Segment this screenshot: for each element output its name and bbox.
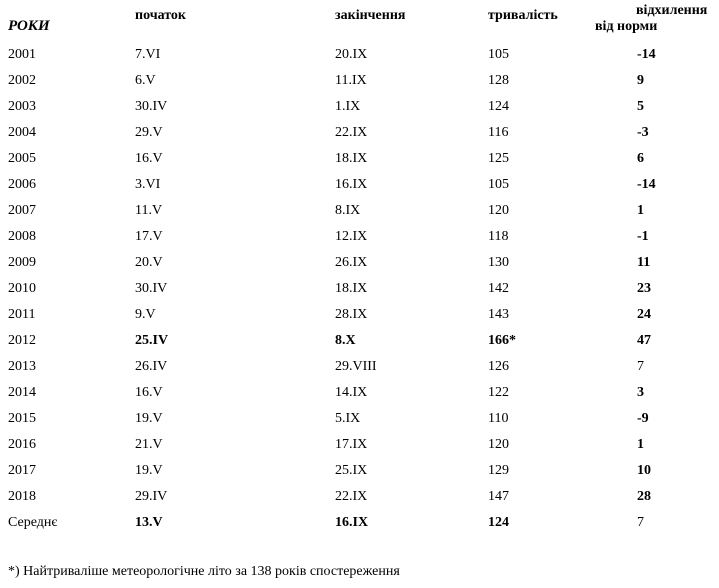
start-cell: 19.V	[135, 463, 163, 478]
end-cell: 1.IX	[335, 99, 361, 114]
deviation-cell: 11	[637, 255, 651, 270]
duration-cell: 122	[488, 385, 509, 400]
start-cell: 20.V	[135, 255, 163, 270]
duration-cell: 120	[488, 437, 509, 452]
deviation-cell: -3	[637, 125, 649, 140]
duration-cell: 130	[488, 255, 509, 270]
table-row	[8, 276, 719, 302]
deviation-cell: 7	[637, 359, 644, 374]
deviation-cell: -14	[637, 47, 656, 62]
duration-cell: 126	[488, 359, 509, 374]
start-column-header: початок	[135, 8, 186, 23]
duration-cell: 124	[488, 515, 509, 530]
duration-cell: 142	[488, 281, 509, 296]
deviation-cell: 1	[637, 203, 644, 218]
year-cell: 2017	[8, 463, 36, 478]
end-cell: 8.IX	[335, 203, 361, 218]
deviation-cell: -9	[637, 411, 649, 426]
start-cell: 11.V	[135, 203, 163, 218]
duration-cell: 125	[488, 151, 509, 166]
start-cell: 3.VI	[135, 177, 161, 192]
end-cell: 12.IX	[335, 229, 368, 244]
year-cell: 2004	[8, 125, 36, 140]
year-cell: 2005	[8, 151, 36, 166]
start-cell: 25.IV	[135, 333, 169, 348]
table-row	[8, 68, 719, 94]
year-cell: 2001	[8, 47, 36, 62]
table-row	[8, 302, 719, 328]
duration-cell: 124	[488, 99, 509, 114]
year-cell: 2006	[8, 177, 36, 192]
year-cell: 2007	[8, 203, 36, 218]
deviation-header-line1: відхилення	[636, 3, 708, 18]
end-cell: 25.IX	[335, 463, 368, 478]
table-header-row	[8, 0, 719, 42]
start-cell: 30.IV	[135, 281, 168, 296]
year-cell: 2013	[8, 359, 36, 374]
footnote: *) Найтриваліше метеорологічне літо за 138 років спостереження	[8, 564, 400, 579]
year-cell: 2008	[8, 229, 36, 244]
deviation-cell: 47	[637, 333, 651, 348]
year-cell: 2016	[8, 437, 36, 452]
deviation-cell: 23	[637, 281, 651, 296]
start-cell: 21.V	[135, 437, 163, 452]
table-row	[8, 198, 719, 224]
duration-cell: 110	[488, 411, 509, 426]
deviation-cell: -14	[637, 177, 656, 192]
year-cell: 2003	[8, 99, 36, 114]
year-cell: 2015	[8, 411, 36, 426]
table-row	[8, 380, 719, 406]
duration-cell: 105	[488, 177, 509, 192]
duration-cell: 143	[488, 307, 509, 322]
end-cell: 18.IX	[335, 151, 368, 166]
start-cell: 29.IV	[135, 489, 168, 504]
deviation-cell: 1	[637, 437, 644, 452]
table-row	[8, 172, 719, 198]
deviation-cell: 24	[637, 307, 651, 322]
deviation-cell: 28	[637, 489, 651, 504]
duration-cell: 120	[488, 203, 509, 218]
start-cell: 19.V	[135, 411, 163, 426]
deviation-column-header	[593, 0, 719, 42]
duration-column-header: тривалість	[488, 8, 558, 23]
year-cell: 2002	[8, 73, 36, 88]
start-cell: 9.V	[135, 307, 156, 322]
deviation-cell: 10	[637, 463, 651, 478]
table-row	[8, 484, 719, 510]
end-cell: 29.VIII	[335, 359, 377, 374]
table-row	[8, 432, 719, 458]
end-column-header: закінчення	[335, 8, 406, 23]
end-cell: 22.IX	[335, 489, 368, 504]
duration-cell: 118	[488, 229, 509, 244]
table-row	[8, 250, 719, 276]
year-cell: 2010	[8, 281, 36, 296]
year-cell: 2014	[8, 385, 36, 400]
table-row-record-2012	[8, 328, 719, 354]
year-cell: 2012	[8, 333, 36, 348]
deviation-cell: 5	[637, 99, 644, 114]
end-cell: 5.IX	[335, 411, 361, 426]
duration-cell: 129	[488, 463, 509, 478]
year-cell: Середнє	[8, 515, 58, 530]
table-row	[8, 94, 719, 120]
duration-cell: 166*	[488, 333, 516, 348]
end-cell: 28.IX	[335, 307, 368, 322]
table-row	[8, 120, 719, 146]
start-cell: 30.IV	[135, 99, 168, 114]
start-cell: 13.V	[135, 515, 163, 530]
table-row	[8, 354, 719, 380]
end-cell: 16.IX	[335, 515, 369, 530]
end-cell: 16.IX	[335, 177, 368, 192]
end-cell: 17.IX	[335, 437, 368, 452]
year-cell: 2011	[8, 307, 36, 322]
start-cell: 6.V	[135, 73, 156, 88]
start-cell: 29.V	[135, 125, 163, 140]
year-cell: 2009	[8, 255, 36, 270]
deviation-cell: 9	[637, 73, 644, 88]
deviation-cell: 7	[637, 515, 644, 530]
start-cell: 16.V	[135, 385, 163, 400]
deviation-header-line2: від норми	[595, 19, 658, 34]
end-cell: 18.IX	[335, 281, 368, 296]
duration-cell: 116	[488, 125, 509, 140]
table-row	[8, 42, 719, 68]
years-column-header: РОКИ	[8, 18, 50, 34]
year-cell: 2018	[8, 489, 36, 504]
duration-cell: 128	[488, 73, 509, 88]
duration-cell: 105	[488, 47, 509, 62]
start-cell: 7.VI	[135, 47, 161, 62]
table-row	[8, 406, 719, 432]
start-cell: 26.IV	[135, 359, 168, 374]
deviation-cell: -1	[637, 229, 649, 244]
end-cell: 22.IX	[335, 125, 368, 140]
start-cell: 16.V	[135, 151, 163, 166]
table-row-average	[8, 510, 719, 536]
end-cell: 26.IX	[335, 255, 368, 270]
end-cell: 11.IX	[335, 73, 367, 88]
table-row	[8, 224, 719, 250]
deviation-cell: 6	[637, 151, 644, 166]
duration-cell: 147	[488, 489, 509, 504]
end-cell: 20.IX	[335, 47, 368, 62]
start-cell: 17.V	[135, 229, 163, 244]
end-cell: 8.X	[335, 333, 356, 348]
table-row	[8, 458, 719, 484]
deviation-cell: 3	[637, 385, 644, 400]
end-cell: 14.IX	[335, 385, 368, 400]
table-row	[8, 146, 719, 172]
